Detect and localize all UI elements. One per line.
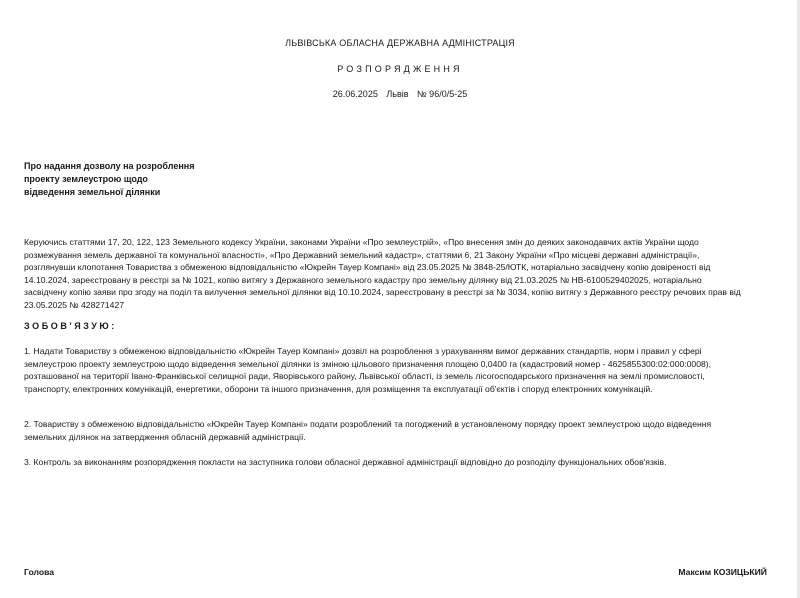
document-subject — [24, 160, 194, 199]
order-point-1: 1. Надати Товариству з обмеженою відповідальністю «Юкрейн Тауер Компані» дозвіл на розроблення з урахуванням вимог державних стандартів, норм і правил у сфері землеустрою проекту землеустрою щодо відведення земельної ділянки із зміною цільового призначення площею 0,0400 га (кадастровий номер - 4625855300:02:000:0008), розташованої на території Івано-Франківської селищної ради, Яворівського району, Львівської області, із земель лісогосподарського призначення на землі промисловості, транспорту, електронних комунікацій, енергетики, оборони та іншого призначення, для розміщення та експлуатації об'єктів і споруд електронних комунікацій. — [24, 346, 712, 394]
subject-line: проекту землеустрою щодо — [24, 174, 148, 184]
document-date: 26.06.2025 — [332, 89, 378, 99]
preamble-paragraph: Керуючись статтями 17, 20, 122, 123 Земельного кодексу України, законами України «Про землеустрій», «Про внесення змін до деяких законодавчих актів України щодо розмежування земель державної та комунальної власності», «Про Державний земельний кадастр», статтями 6, 21 Закону України «Про місцеві державні адміністрації», розглянувши клопотання Товариства з обмеженою відповідальністю «Юкрейн Тауер Компані» від 23.05.2025 № 3848-25/ЮТК, нотаріально засвідчену копію довіреності від 14.10.2024, зареєстровану в реєстрі за № 1021, копію витягу з Державного земельного кадастру про земельну ділянку від 21.03.2025 № НВ-6100529402025, нотаріально засвідчену копію заяви про згоду на поділ та вилучення земельної ділянки від 10.10.2024, зареєстровану в реєстрі за № 3034, копію витягу з Державного реєстру речових прав від 23.05.2025 № 428271427 — [24, 237, 741, 310]
order-point-3: 3. Контроль за виконанням розпорядження покласти на заступника голови обласної державної адміністрації відповідно до розподілу функціональних обов'язків. — [24, 457, 667, 467]
signatory-name: Максим КОЗИЦЬКИЙ — [678, 567, 767, 577]
authority-title: ЛЬВІВСЬКА ОБЛАСНА ДЕРЖАВНА АДМІНІСТРАЦІЯ — [285, 38, 515, 48]
document-type-title: РОЗПОРЯДЖЕННЯ — [337, 64, 463, 74]
subject-line: відведення земельної ділянки — [24, 187, 161, 197]
obligate-heading: ЗОБОВ'ЯЗУЮ: — [24, 321, 117, 331]
document-number: № 96/0/5-25 — [417, 89, 468, 99]
document-meta — [0, 89, 800, 99]
order-point-2: 2. Товариству з обмеженою відповідальністю «Юкрейн Тауер Компані» подати розроблений та погоджений в установленому порядку проект землеустрою щодо відведення земельних ділянок на затвердження обласній державній адміністрації. — [24, 419, 712, 442]
signatory-title: Голова — [24, 567, 55, 577]
document-city: Львів — [386, 89, 409, 99]
subject-line: Про надання дозволу на розроблення — [24, 161, 195, 171]
